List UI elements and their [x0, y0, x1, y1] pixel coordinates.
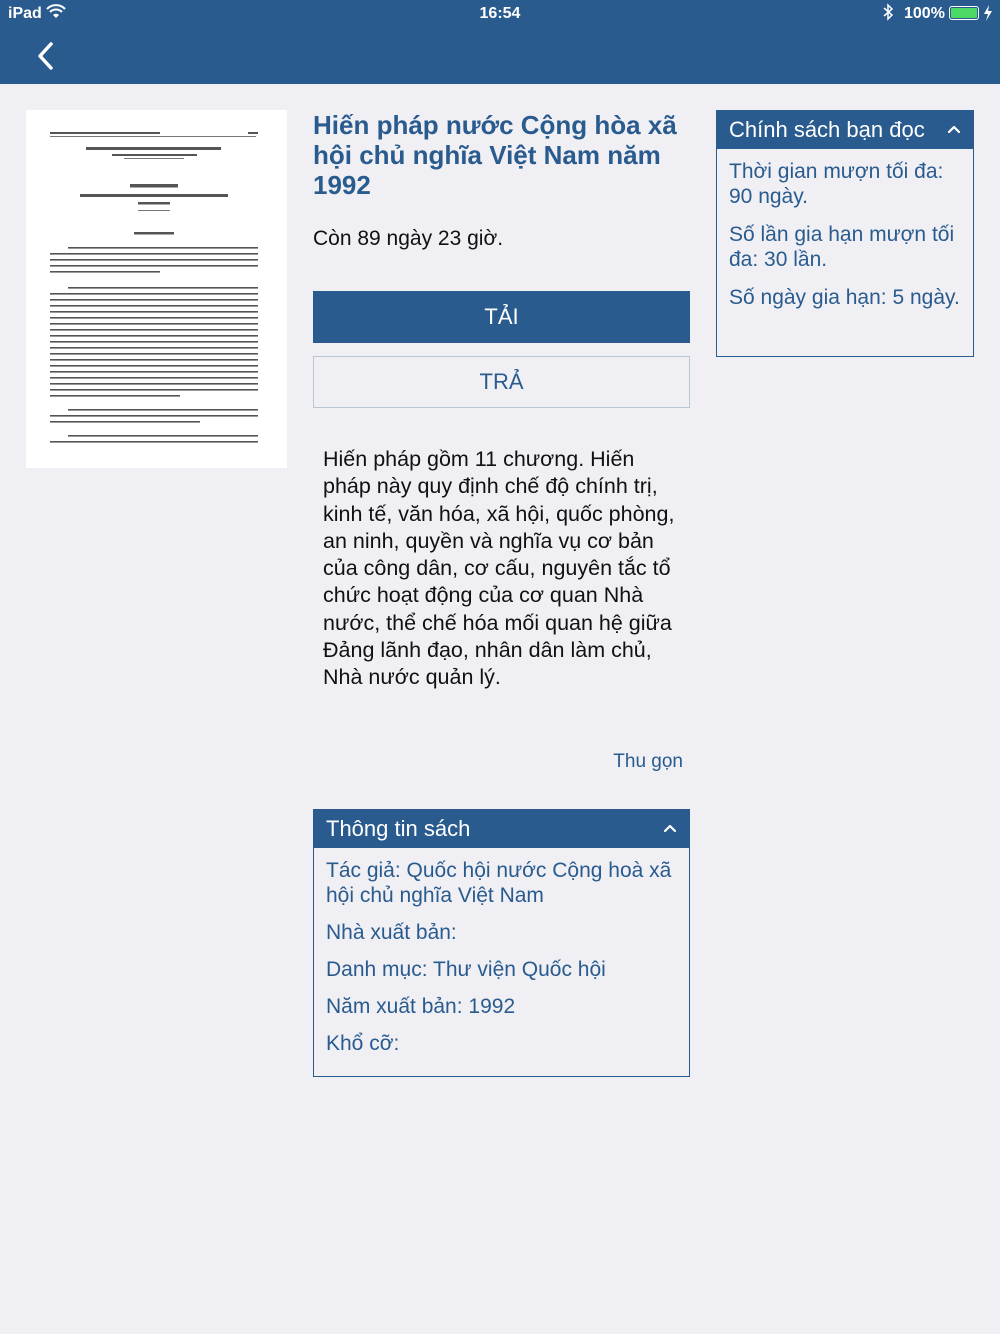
- download-button[interactable]: TẢI: [313, 291, 690, 343]
- loan-remaining-time: Còn 89 ngày 23 giờ.: [313, 227, 504, 250]
- book-cover-image: [26, 110, 287, 468]
- book-description: Hiến pháp gồm 11 chương. Hiến pháp này quy định chế độ chính trị, kinh tế, văn hóa, xã hội, quốc phòng, an ninh, quyền và nghĩa vụ cơ bản của công dân, cơ cấu, nguyên tắc tổ chức hoạt động của cơ quan Nhà nước, thể chế hóa mối quan hệ giữa Đảng lãnh đạo, nhân dân làm chủ, Nhà nước quản lý.: [323, 447, 675, 690]
- collapse-link[interactable]: Thu gọn: [613, 751, 683, 772]
- bluetooth-icon: [882, 3, 894, 21]
- reader-policy-body: [717, 149, 973, 310]
- reader-policy-panel: [716, 110, 974, 357]
- book-info-year: Năm xuất bản: 1992: [326, 995, 516, 1018]
- book-info-publisher: Nhà xuất bản:: [326, 921, 457, 944]
- navigation-bar: [0, 0, 1000, 84]
- reader-policy-header[interactable]: [717, 111, 973, 149]
- chevron-up-icon: [947, 124, 961, 134]
- policy-max-loan-time: Thời gian mượn tối đa: 90 ngày.: [729, 160, 944, 208]
- back-button[interactable]: [32, 40, 60, 72]
- policy-max-renewals: Số lần gia hạn mượn tối đa: 30 lần.: [729, 223, 955, 271]
- book-info-author: Tác giả: Quốc hội nước Cộng hoà xã hội chủ nghĩa Việt Nam: [326, 859, 672, 907]
- book-info-title: Thông tin sách: [326, 816, 471, 841]
- reader-policy-title: Chính sách bạn đọc: [729, 117, 925, 142]
- book-info-panel: [313, 809, 690, 1077]
- book-info-size: Khổ cỡ:: [326, 1032, 400, 1055]
- book-info-header[interactable]: [314, 810, 689, 848]
- charging-icon: [983, 5, 993, 21]
- device-label: iPad: [8, 5, 42, 22]
- battery-percent: 100%: [904, 5, 945, 22]
- status-bar: [0, 0, 1000, 30]
- return-button[interactable]: TRẢ: [313, 356, 690, 408]
- book-info-body: [314, 848, 689, 1056]
- book-info-category: Danh mục: Thư viện Quốc hội: [326, 958, 606, 981]
- clock: 16:54: [479, 5, 521, 22]
- book-title: Hiến pháp nước Cộng hòa xã hội chủ nghĩa Việt Nam năm 1992: [313, 110, 677, 200]
- battery-icon: [949, 6, 979, 20]
- policy-renewal-days: Số ngày gia hạn: 5 ngày.: [729, 286, 960, 309]
- chevron-up-icon: [663, 823, 677, 833]
